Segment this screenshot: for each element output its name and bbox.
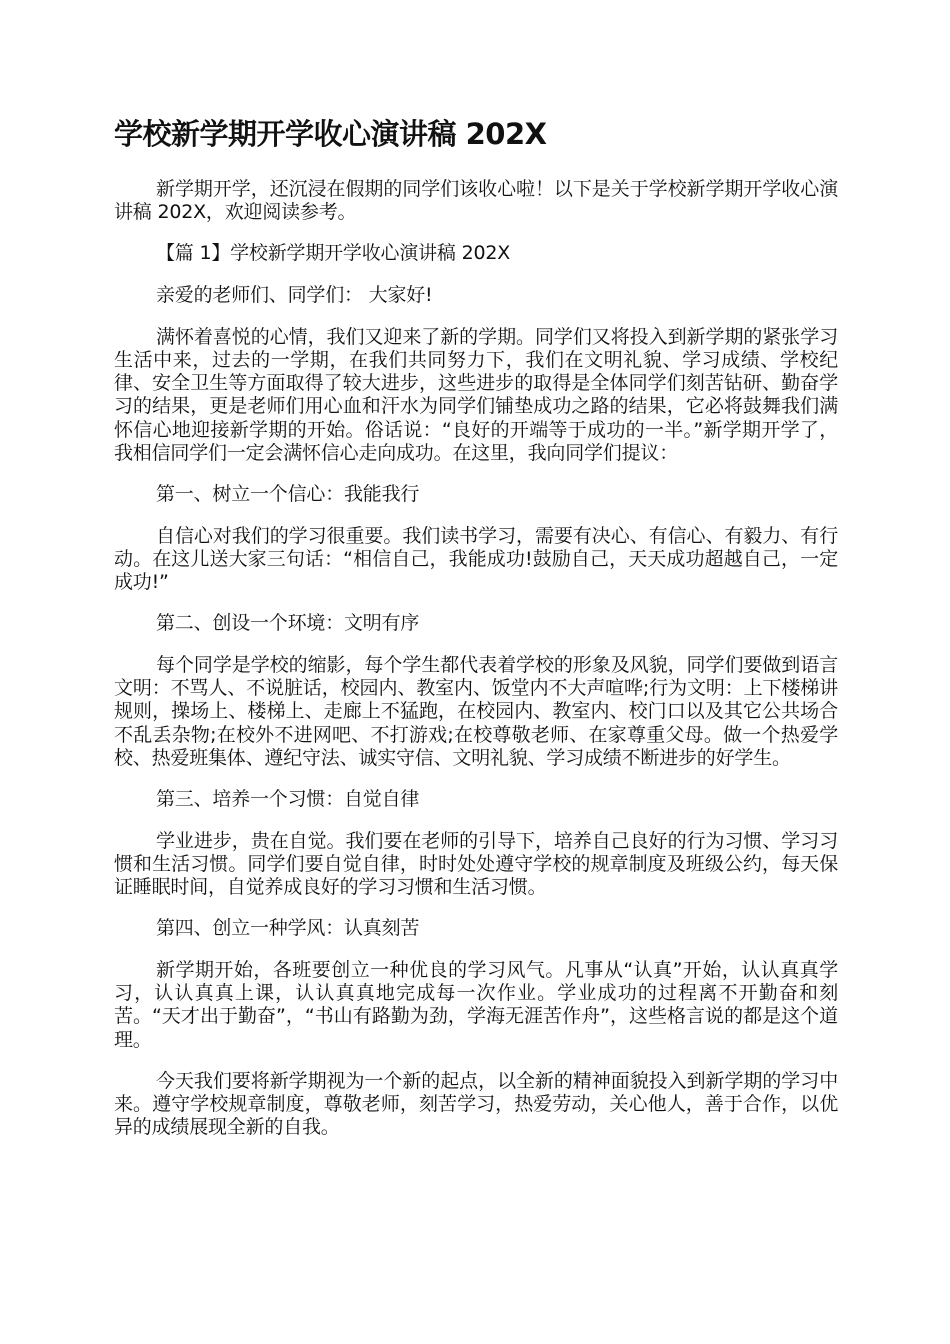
point-heading-3: 第三、培养一个习惯：自觉自律 — [156, 788, 420, 811]
point-heading-4: 第四、创立一种学风：认真刻苦 — [156, 917, 420, 940]
body-paragraph: 满怀着喜悦的心情，我们又迎来了新的学期。同学们又将投入到新学期的紧张学习生活中来，过去的一学期，在我们共同努力下，我们在文明礼貌、学习成绩、学校纪律、安全卫生等方面取得了较大进步，这些进步的取得是全体同学们刻苦钻研、勤奋学习的结果，更是老师们用心血和汗水为同学们铺垫成功之路的结果，它必将鼓舞我们满怀信心地迎接新学期的开始。俗话说：“良好的开端等于成功的一半。”新学期开学了，我相信同学们一定会满怀信心走向成功。在这里，我向同学们提议： — [114, 325, 838, 464]
section-heading: 【篇 1】学校新学期开学收心演讲稿 202X — [156, 242, 511, 265]
closing-paragraph: 今天我们要将新学期视为一个新的起点，以全新的精神面貌投入到新学期的学习中来。遵守学校规章制度，尊敬老师，刻苦学习，热爱劳动，关心他人，善于合作，以优异的成绩展现全新的自我。 — [114, 1069, 838, 1139]
point-heading-2: 第二、创设一个环境：文明有序 — [156, 612, 420, 635]
point-heading-1: 第一、树立一个信心：我能我行 — [156, 483, 420, 506]
document-page — [114, 108, 838, 1158]
body-paragraph: 新学期开始，各班要创立一种优良的学习风气。凡事从“认真”开始，认认真真学习，认认真真上课，认认真真地完成每一次作业。学业成功的过程离不开勤奋和刻苦。“天才出于勤奋”，“书山有路勤为劲，学海无涯苦作舟”，这些格言说的都是这个道理。 — [114, 959, 838, 1051]
document-title: 学校新学期开学收心演讲稿 202X — [114, 117, 547, 151]
greeting-paragraph: 亲爱的老师们、同学们： 大家好! — [156, 284, 433, 307]
body-paragraph: 自信心对我们的学习很重要。我们读书学习，需要有决心、有信心、有毅力、有行动。在这儿送大家三句话：“相信自己，我能成功!鼓励自己，天天成功超越自己，一定成功!” — [114, 524, 838, 594]
body-paragraph: 每个同学是学校的缩影，每个学生都代表着学校的形象及风貌，同学们要做到语言文明：不骂人、不说脏话，校园内、教室内、饭堂内不大声喧哗;行为文明：上下楼梯讲规则，操场上、楼梯上、走廊上不猛跑，在校园内、教室内、校门口以及其它公共场合不乱丢杂物;在校外不进网吧、不打游戏;在校尊敬老师、在家尊重父母。做一个热爱学校、热爱班集体、遵纪守法、诚实守信、文明礼貌、学习成绩不断进步的好学生。 — [114, 654, 838, 769]
intro-paragraph: 新学期开学，还沉浸在假期的同学们该收心啦！以下是关于学校新学期开学收心演讲稿 202X，欢迎阅读参考。 — [114, 178, 838, 224]
body-paragraph: 学业进步，贵在自觉。我们要在老师的引导下，培养自己良好的行为习惯、学习习惯和生活习惯。同学们要自觉自律，时时处处遵守学校的规章制度及班级公约，每天保证睡眠时间，自觉养成良好的学习习惯和生活习惯。 — [114, 829, 838, 899]
